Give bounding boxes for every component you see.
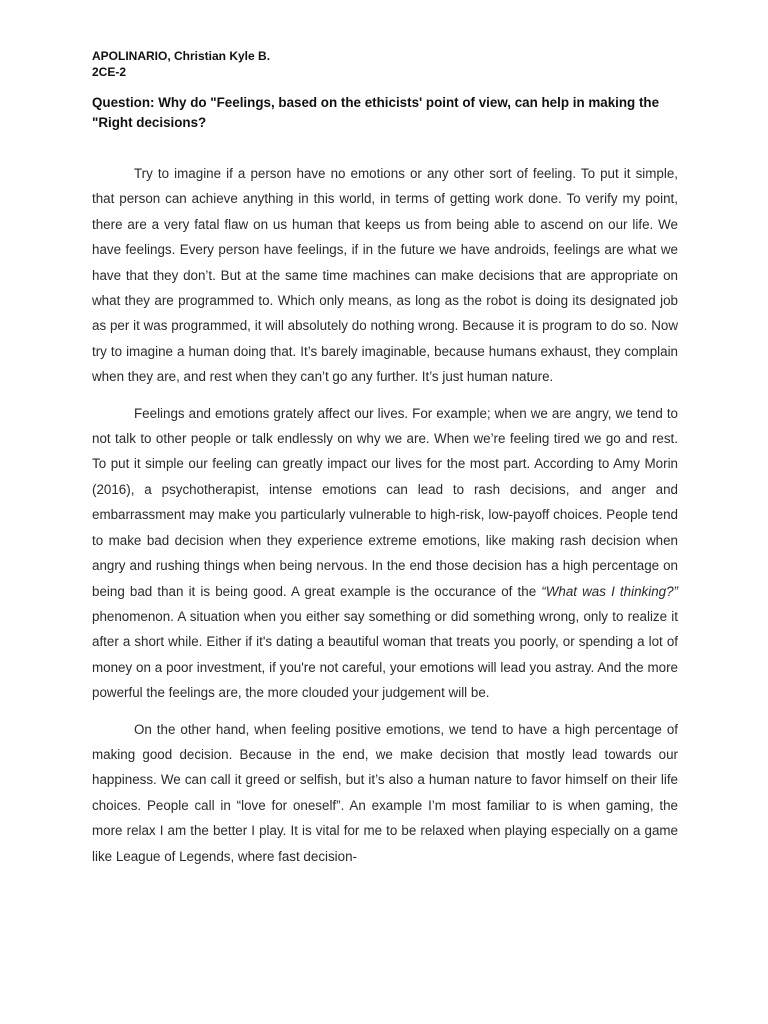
essay-question: Question: Why do "Feelings, based on the ethicists' point of view, can help in making the "Right decisions? bbox=[92, 95, 660, 130]
class-section: 2CE-2 bbox=[92, 65, 127, 79]
paragraph-2-text-b: phenomenon. A situation when you either say something or did something wrong, only to realize it after a short while. Either if it's dating a beautiful woman that treats you poorly, or spending a lot of money on a poor investment, if you're not careful, your emotions will lead you astray. And the more powerful the feelings are, the more clouded your judgement will be. bbox=[92, 608, 678, 701]
paragraph-3: On the other hand, when feeling positive emotions, we tend to have a high percentage of making good decision. Because in the end, we make decision that mostly lead towards our happiness. We can call it greed or selfish, but it’s also a human nature to favor himself on their life choices. People call in “love for oneself”. An example I’m most familiar to is when gaming, the more relax I am the better I play. It is vital for me to be relaxed when playing especially on a game like League of Legends, where fast decision- bbox=[92, 721, 678, 864]
paragraph-2-quote: “What was I thinking?” bbox=[541, 583, 678, 599]
paragraph-2 bbox=[92, 401, 678, 706]
essay-body bbox=[92, 161, 678, 869]
paragraph-2-text-a: Feelings and emotions grately affect our lives. For example; when we are angry, we tend to not talk to other people or talk endlessly on why we are. When we’re feeling tired we go and rest. To put it simple our feeling can greatly impact our lives for the most part. According to Amy Morin (2016), a psychotherapist, intense emotions can lead to rash decisions, and anger and embarrassment may make you particularly vulnerable to high-risk, low-payoff choices. People tend to make bad decision when they experience extreme emotions, like making rash decision when angry and rushing things when being nervous. In the end those decision has a high percentage on being bad than it is being good. A great example is the occurance of the bbox=[92, 405, 678, 599]
paragraph-1: Try to imagine if a person have no emotions or any other sort of feeling. To put it simple, that person can achieve anything in this world, in terms of getting work done. To verify my point, there are a very fatal flaw on us human that keeps us from being able to ascend on our life. We have feelings. Every person have feelings, if in the future we have androids, feelings are what we have that they don’t. But at the same time machines can make decisions that are appropriate on what they are programmed to. Which only means, as long as the robot is doing its designated job as per it was programmed, it will absolutely do nothing wrong. Because it is program to do so. Now try to imagine a human doing that. It’s barely imaginable, because humans exhaust, they complain when they are, and rest when they can’t go any further. It’s just human nature. bbox=[92, 166, 678, 385]
author-name: APOLINARIO, Christian Kyle B. bbox=[92, 49, 271, 63]
